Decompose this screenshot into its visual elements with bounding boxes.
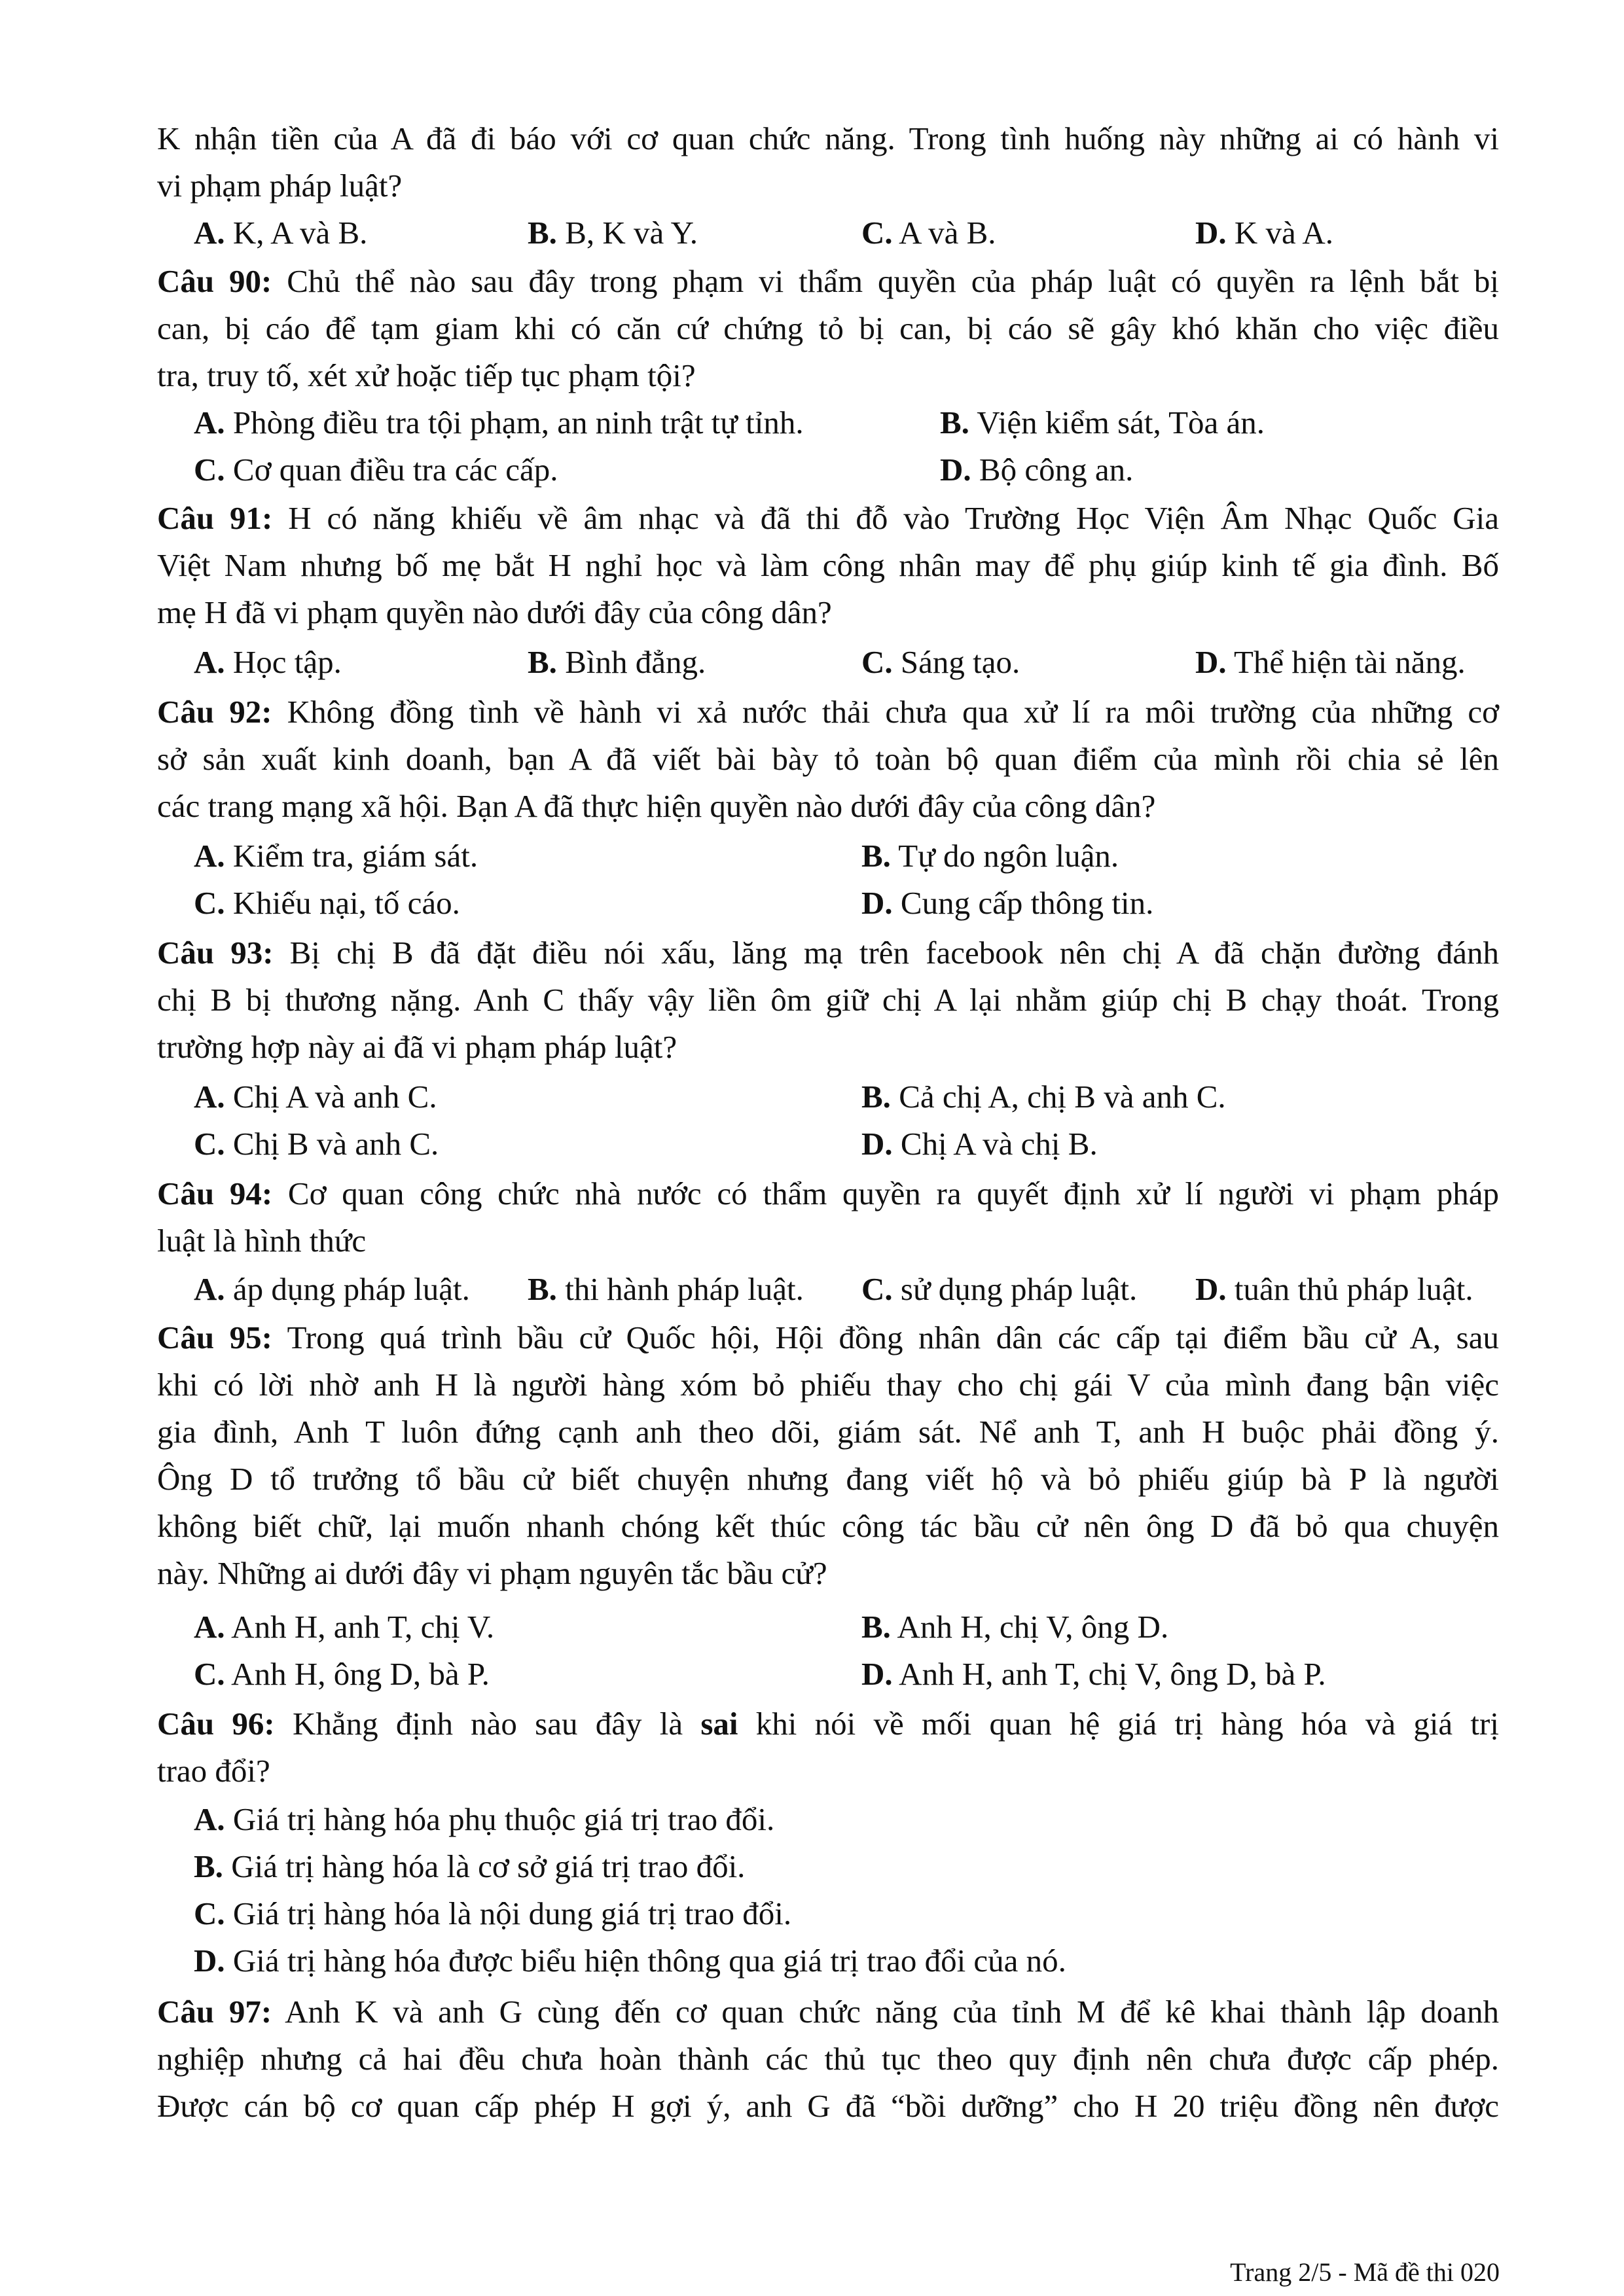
question-label: Câu 90: <box>157 263 272 299</box>
question-95: Câu 95: Trong quá trình bầu cử Quốc hội, Hội đồng nhân dân các cấp tại điểm bầu cử A, sau khi có lời nhờ anh H là người hàng xóm bỏ phiếu thay cho chị gái V của mình đang bận việc gia đình, Anh T luôn đứng cạnh anh theo dõi, giám sát. Nể anh T, anh H buộc phải đồng ý. Ông D tổ trưởng tổ bầu cử biết chuyện nhưng đang viết hộ và bỏ phiếu giúp bà P là người không biết chữ, lại muốn nhanh chóng kết thúc công tác bầu cử nên ông D đã bỏ qua chuyện này. Những ai dưới đây vi phạm nguyên tắc bầu cử? <box>157 1314 1499 1597</box>
question-text-line: luật là hình thức <box>157 1223 367 1259</box>
question-text-line: sở sản xuất kinh doanh, bạn A đã viết bài bày tỏ toàn bộ quan điểm của mình rồi chia sẻ lên <box>157 741 1499 777</box>
question-text-line: can, bị cáo để tạm giam khi có căn cứ chứng tỏ bị can, bị cáo sẽ gây khó khăn cho việc điều <box>157 310 1499 346</box>
option-b[interactable]: B. Giá trị hàng hóa là cơ sở giá trị trao đổi. <box>194 1848 746 1884</box>
option-d[interactable]: D. K và A. <box>1195 215 1333 251</box>
option-a[interactable]: A. Anh H, anh T, chị V. <box>194 1609 495 1645</box>
question-text-line: các trang mạng xã hội. Bạn A đã thực hiện quyền nào dưới đây của công dân? <box>157 788 1156 824</box>
question-label: Câu 93: <box>157 935 274 971</box>
option-a[interactable]: A. Giá trị hàng hóa phụ thuộc giá trị trao đổi. <box>194 1801 775 1837</box>
question-text-line: tra, truy tố, xét xử hoặc tiếp tục phạm tội? <box>157 357 696 393</box>
question-97: Câu 97: Anh K và anh G cùng đến cơ quan chức năng của tỉnh M để kê khai thành lập doanh nghiệp nhưng cả hai đều chưa hoàn thành các thủ tục theo quy định nên chưa được cấp phép. Được cán bộ cơ quan cấp phép H gợi ý, anh G đã “bồi dưỡng” cho H 20 triệu đồng nên được <box>157 1988 1499 2130</box>
question-label: Câu 97: <box>157 1994 272 2030</box>
option-d[interactable]: D. Bộ công an. <box>940 452 1134 488</box>
option-a[interactable]: A. Học tập. <box>194 644 342 680</box>
option-c[interactable]: C. A và B. <box>861 215 996 251</box>
question-text-line: Được cán bộ cơ quan cấp phép H gợi ý, anh G đã “bồi dưỡng” cho H 20 triệu đồng nên được <box>157 2088 1499 2124</box>
option-b[interactable]: B. thi hành pháp luật. <box>528 1271 804 1307</box>
question-text-line: K nhận tiền của A đã đi báo với cơ quan chức năng. Trong tình huống này những ai có hành vi <box>157 120 1499 156</box>
question-text-line: Ông D tổ trưởng tổ bầu cử biết chuyện nhưng đang viết hộ và bỏ phiếu giúp bà P là người <box>157 1461 1499 1497</box>
question-94: Câu 94: Cơ quan công chức nhà nước có thẩm quyền ra quyết định xử lí người vi phạm pháp luật là hình thức <box>157 1170 1499 1265</box>
question-92: Câu 92: Không đồng tình về hành vi xả nước thải chưa qua xử lí ra môi trường của những cơ sở sản xuất kinh doanh, bạn A đã viết bài bày tỏ toàn bộ quan điểm của mình rồi chia sẻ lên các trang mạng xã hội. Bạn A đã thực hiện quyền nào dưới đây của công dân? <box>157 689 1499 830</box>
question-label: Câu 96: <box>157 1706 275 1742</box>
option-d[interactable]: D. Chị A và chị B. <box>861 1126 1098 1162</box>
option-c[interactable]: C. Cơ quan điều tra các cấp. <box>194 452 558 488</box>
question-90: Câu 90: Chủ thể nào sau đây trong phạm vi thẩm quyền của pháp luật có quyền ra lệnh bắt bị can, bị cáo để tạm giam khi có căn cứ chứng tỏ bị can, bị cáo sẽ gây khó khăn cho việc điều tra, truy tố, xét xử hoặc tiếp tục phạm tội? <box>157 258 1499 399</box>
question-text-line: khi có lời nhờ anh H là người hàng xóm bỏ phiếu thay cho chị gái V của mình đang bận việc <box>157 1367 1499 1403</box>
option-b[interactable]: B. Viện kiểm sát, Tòa án. <box>940 404 1265 440</box>
option-d[interactable]: D. Cung cấp thông tin. <box>861 885 1154 921</box>
option-c[interactable]: C. Khiếu nại, tố cáo. <box>194 885 460 921</box>
question-text-line: không biết chữ, lại muốn nhanh chóng kết thúc công tác bầu cử nên ông D đã bỏ qua chuyện <box>157 1508 1499 1544</box>
page-footer: Trang 2/5 - Mã đề thi 020 <box>1230 2257 1500 2287</box>
question-label: Câu 95: <box>157 1319 272 1355</box>
option-a[interactable]: A. áp dụng pháp luật. <box>194 1271 470 1307</box>
option-b[interactable]: B. Bình đẳng. <box>528 644 706 680</box>
option-b[interactable]: B. Anh H, chị V, ông D. <box>861 1609 1169 1645</box>
option-b[interactable]: B. Cả chị A, chị B và anh C. <box>861 1079 1226 1115</box>
option-c[interactable]: C. sử dụng pháp luật. <box>861 1271 1138 1307</box>
question-91: Câu 91: H có năng khiếu về âm nhạc và đã thi đỗ vào Trường Học Viện Âm Nhạc Quốc Gia Việt Nam nhưng bố mẹ bắt H nghỉ học và làm công nhân may để phụ giúp kinh tế gia đình. Bố mẹ H đã vi phạm quyền nào dưới đây của công dân? <box>157 495 1499 636</box>
option-a[interactable]: A. Kiểm tra, giám sát. <box>194 838 478 874</box>
question-text-line: mẹ H đã vi phạm quyền nào dưới đây của công dân? <box>157 594 832 630</box>
option-c[interactable]: C. Giá trị hàng hóa là nội dung giá trị trao đổi. <box>194 1895 792 1931</box>
option-b[interactable]: B. Tự do ngôn luận. <box>861 838 1119 874</box>
question-93: Câu 93: Bị chị B đã đặt điều nói xấu, lăng mạ trên facebook nên chị A đã chặn đường đánh chị B bị thương nặng. Anh C thấy vậy liền ôm giữ chị A lại nhằm giúp chị B chạy thoát. Trong trường hợp này ai đã vi phạm pháp luật? <box>157 929 1499 1071</box>
question-label: Câu 91: <box>157 500 273 536</box>
question-text-line: Việt Nam nhưng bố mẹ bắt H nghỉ học và làm công nhân may để phụ giúp kinh tế gia đình. Bố <box>157 547 1499 583</box>
option-c[interactable]: C. Chị B và anh C. <box>194 1126 439 1162</box>
option-a[interactable]: A. Chị A và anh C. <box>194 1079 437 1115</box>
emphasis-word: sai <box>700 1706 738 1742</box>
option-a[interactable]: A. K, A và B. <box>194 215 368 251</box>
question-text-line: này. Những ai dưới đây vi phạm nguyên tắc bầu cử? <box>157 1555 827 1591</box>
question-89-continuation <box>157 115 1499 209</box>
question-label: Câu 94: <box>157 1175 273 1211</box>
question-text-line: gia đình, Anh T luôn đứng cạnh anh theo dõi, giám sát. Nể anh T, anh H buộc phải đồng ý. <box>157 1414 1499 1450</box>
option-d[interactable]: D. tuân thủ pháp luật. <box>1195 1271 1473 1307</box>
question-text-line: trao đổi? <box>157 1753 270 1789</box>
option-d[interactable]: D. Thể hiện tài năng. <box>1195 644 1466 680</box>
option-b[interactable]: B. B, K và Y. <box>528 215 698 251</box>
option-c[interactable]: C. Anh H, ông D, bà P. <box>194 1656 490 1692</box>
option-d[interactable]: D. Giá trị hàng hóa được biểu hiện thông qua giá trị trao đổi của nó. <box>194 1943 1066 1979</box>
question-96: Câu 96: Khẳng định nào sau đây là sai khi nói về mối quan hệ giá trị hàng hóa và giá trị trao đổi? <box>157 1700 1499 1795</box>
question-text-line: nghiệp nhưng cả hai đều chưa hoàn thành các thủ tục theo quy định nên chưa được cấp phép. <box>157 2041 1499 2077</box>
question-text-line: vi phạm pháp luật? <box>157 168 403 204</box>
option-d[interactable]: D. Anh H, anh T, chị V, ông D, bà P. <box>861 1656 1326 1692</box>
option-a[interactable]: A. Phòng điều tra tội phạm, an ninh trật tự tỉnh. <box>194 404 804 440</box>
question-text-line: trường hợp này ai đã vi phạm pháp luật? <box>157 1029 677 1065</box>
option-c[interactable]: C. Sáng tạo. <box>861 644 1020 680</box>
question-label: Câu 92: <box>157 694 272 730</box>
question-text-line: chị B bị thương nặng. Anh C thấy vậy liền ôm giữ chị A lại nhằm giúp chị B chạy thoát. Trong <box>157 982 1499 1018</box>
